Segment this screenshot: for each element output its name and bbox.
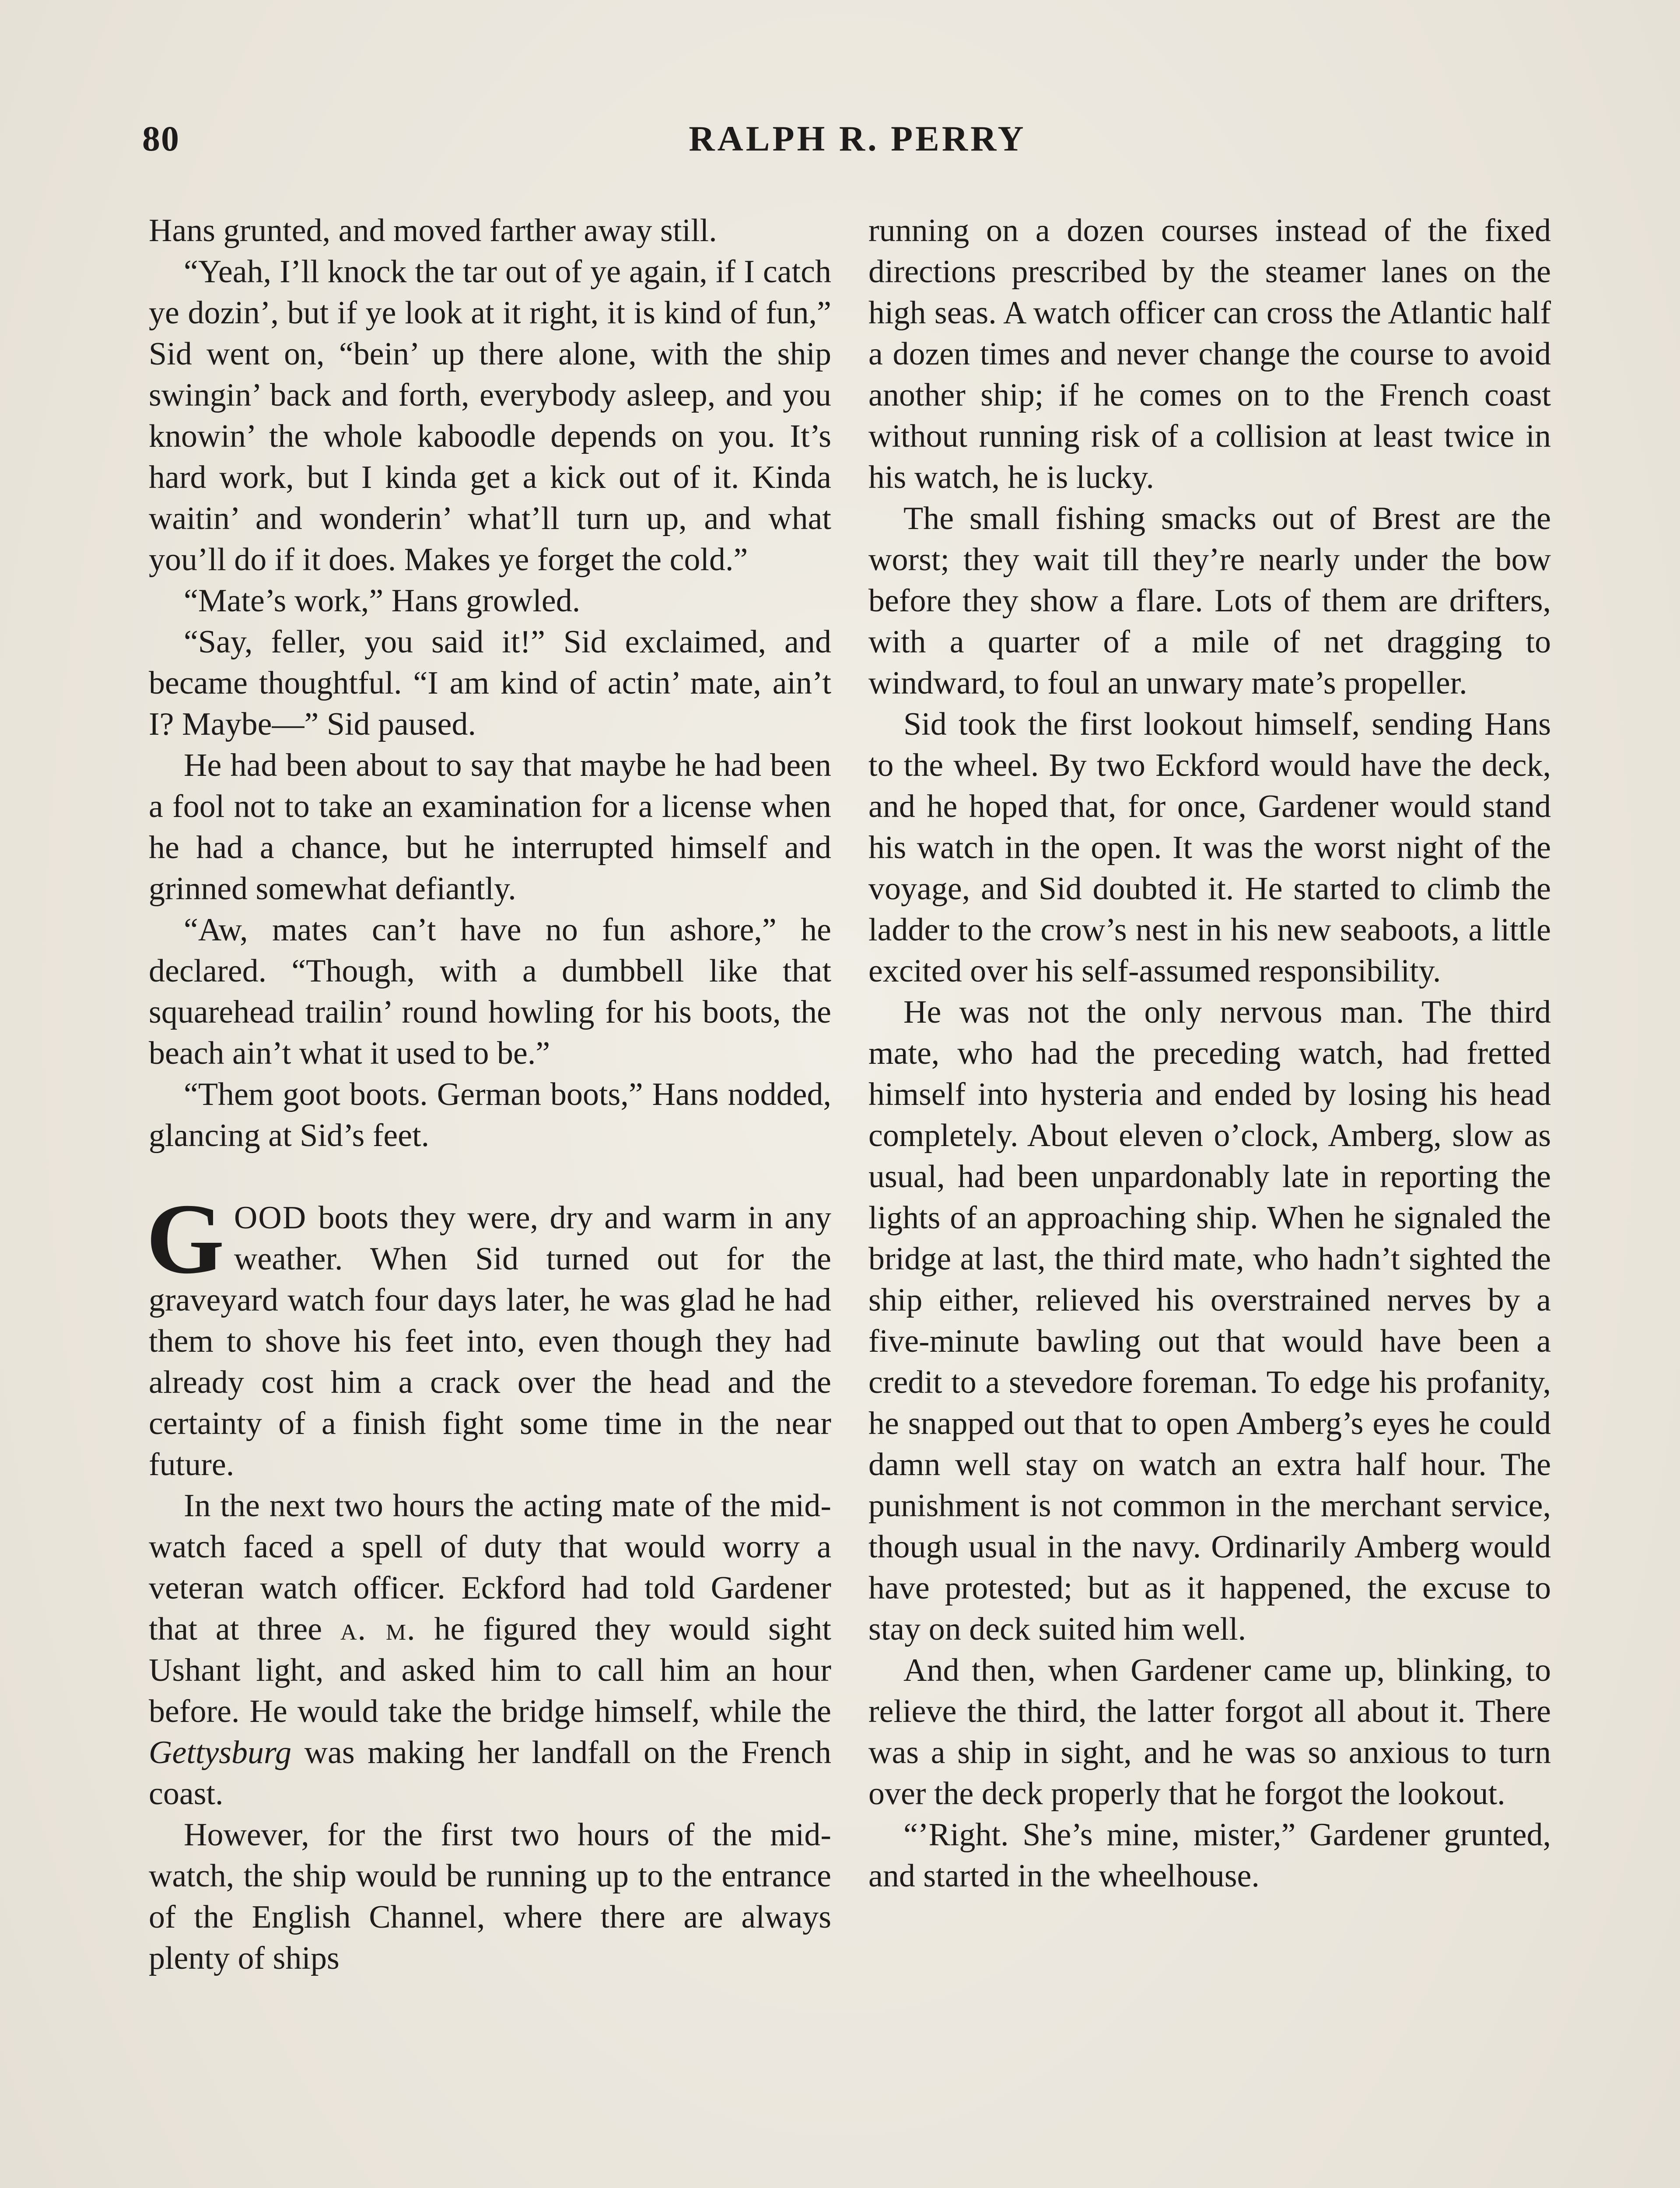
paragraph: “Them goot boots. German boots,” Hans nodded, glancing at Sid’s feet.	[149, 1076, 831, 1154]
paragraph: “Yeah, I’ll knock the tar out of ye again, if I catch ye dozin’, but if ye look at it right, it is kind of fun,” Sid went on, “bein’ up there alone, with the ship swingin’ back and forth, everybody asleep, and you knowin’ the whole kaboodle depends on you. It’s hard work, but I kinda get a kick out of it. Kinda waitin’ and wonderin’ what’ll turn up, and what you’ll do if it does. Makes ye forget the cold.”	[149, 254, 831, 578]
paragraph-text: he figured they would sight Ushant light, and asked him to call him an hour before. He would take the bridge himself, while the	[149, 1611, 831, 1729]
page-number: 80	[142, 119, 180, 158]
right-column	[868, 210, 1551, 1897]
paragraph: “Mate’s work,” Hans growled.	[184, 583, 581, 619]
paragraph: The small fishing smacks out of Brest are the worst; they wait till they’re nearly under the bow before they show a flare. Lots of them are drifters, with a quarter of a mile of net dragging to windward, to foul an unwary mate’s propeller.	[868, 501, 1551, 701]
paragraph: Sid took the first lookout himself, sending Hans to the wheel. By two Eckford would have the deck, and he hoped that, for once, Gardener would stand his watch in the open. It was the worst night of the voyage, and Sid doubted it. He started to climb the ladder to the crow’s nest in his new seaboots, a little excited over his self-assumed responsibility.	[868, 706, 1551, 989]
paragraph-text: In the next two hours the acting mate of the mid-watch faced a spell of duty that would worry a veteran watch officer. Eckford had told Gardener that at three	[149, 1488, 831, 1647]
paragraph: running on a dozen courses instead of the fixed directions prescribed by the steamer lanes on the high seas. A watch officer can cross the Atlantic half a dozen times and never change the course to avoid another ship; if he comes on to the French coast without running risk of a collision at least twice in his watch, he is lucky.	[868, 213, 1551, 495]
paragraph	[149, 1485, 831, 1814]
paragraph: “Aw, mates can’t have no fun ashore,” he declared. “Though, with a dumbbell like that squarehead trailin’ round howling for his boots, the beach ain’t what it used to be.”	[149, 912, 831, 1071]
paragraph-text: boots they were, dry and warm in any weather. When Sid turned out for the graveyard watch four days later, he was glad he had them to shove his feet into, even though they had already cost him a crack over the head and the certainty of a finish fight some time in the near future.	[149, 1200, 831, 1483]
drop-cap: G	[146, 1183, 224, 1294]
paragraph-text: was making her landfall on the French coast.	[149, 1735, 831, 1812]
paragraph: Hans grunted, and moved farther away still.	[149, 213, 717, 249]
paragraph: However, for the first two hours of the mid-watch, the ship would be running up to the entrance of the English Channel, where there are always plenty of ships	[149, 1817, 831, 1976]
time-abbreviation: a. m.	[340, 1611, 416, 1647]
running-title: RALPH R. PERRY	[689, 119, 1026, 158]
paragraph: “Say, feller, you said it!” Sid exclaimed, and became thoughtful. “I am kind of actin’ mate, ain’t I? Maybe—” Sid paused.	[149, 624, 831, 742]
left-column	[146, 210, 831, 1979]
ship-name: Gettysburg	[149, 1735, 292, 1771]
section-opening-paragraph	[146, 1183, 831, 1485]
paragraph: “’Right. She’s mine, mister,” Gardener grunted, and started in the wheelhouse.	[868, 1817, 1551, 1894]
paragraph: He had been about to say that maybe he had been a fool not to take an examination for a license when he had a chance, but he interrupted himself and grinned somewhat defiantly.	[149, 747, 831, 907]
paragraph: He was not the only nervous man. The third mate, who had the preceding watch, had fretted himself into hysteria and ended by losing his head completely. About eleven o’clock, Amberg, slow as usual, had been unpardonably late in reporting the lights of an approaching ship. When he signaled the bridge at last, the third mate, who hadn’t sighted the ship either, relieved his overstrained nerves by a five-minute bawling out that would have been a credit to a stevedore foreman. To edge his profanity, he snapped out that to open Amberg’s eyes he could damn well stay on watch an extra half hour. The punishment is not common in the merchant service, though usual in the navy. Ordinarily Amberg would have protested; but as it happened, the excuse to stay on deck suited him well.	[868, 994, 1551, 1647]
lead-in-smallcaps: OOD	[234, 1200, 307, 1236]
running-head	[142, 118, 1573, 166]
paragraph: And then, when Gardener came up, blinking, to relieve the third, the latter forgot all about it. There was a ship in sight, and he was so anxious to turn over the deck properly that he forgot the lookout.	[868, 1652, 1551, 1812]
